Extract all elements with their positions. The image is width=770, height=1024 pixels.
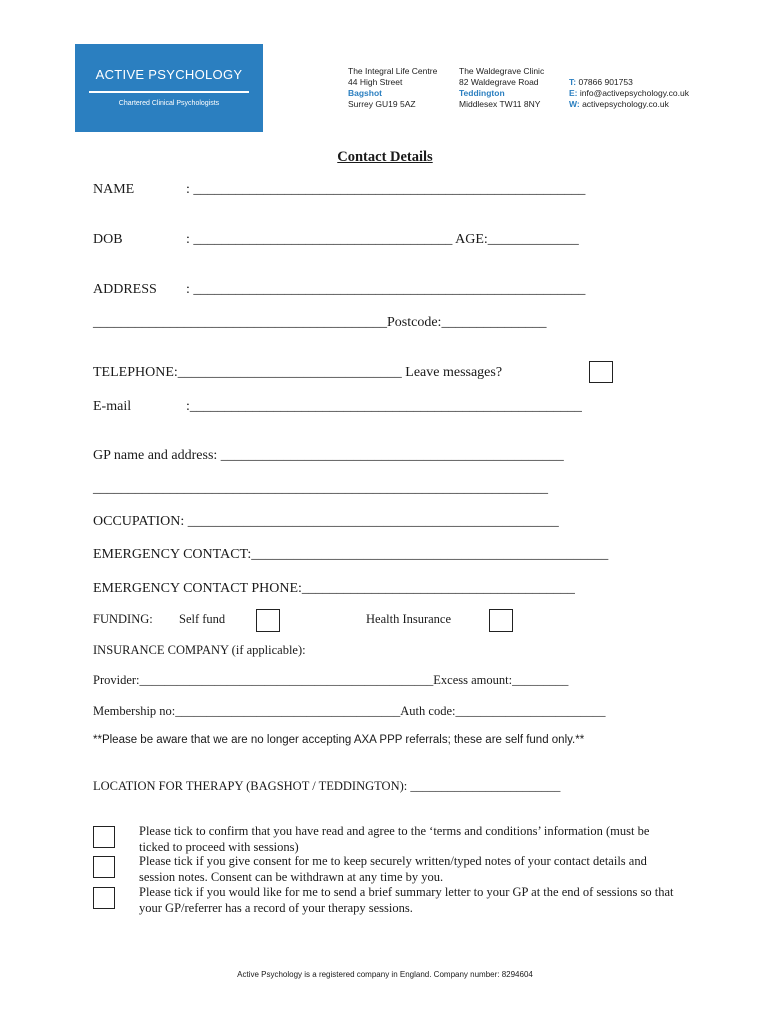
address-postcode-field[interactable]: __________________________________________Postcode:_______________ xyxy=(93,315,547,330)
location-field[interactable]: LOCATION FOR THERAPY (BAGSHOT / TEDDINGTON): ________________________ xyxy=(93,779,561,793)
form-title: Contact Details xyxy=(337,149,433,165)
address-line: The Integral Life Centre xyxy=(348,66,438,76)
address-line: 82 Waldegrave Road xyxy=(459,77,539,87)
email-label: E: xyxy=(569,88,578,98)
logo-subtitle: Chartered Clinical Psychologists xyxy=(118,100,220,107)
terms-consent-checkbox[interactable] xyxy=(93,826,115,848)
address-label: ADDRESS xyxy=(93,282,157,297)
notes-consent-text: Please tick if you give consent for me to keep securely written/typed notes of your contact details and session notes. Consent can be withdrawn at any time by you. xyxy=(139,854,647,884)
provider-excess-field[interactable]: Provider:_______________________________________________Excess amount:_________ xyxy=(93,673,569,687)
health-insurance-label: Health Insurance xyxy=(366,612,452,626)
address-town: Bagshot xyxy=(348,88,382,98)
insurance-company-label: INSURANCE COMPANY (if applicable): xyxy=(93,643,306,657)
phone-value: 07866 901753 xyxy=(578,77,633,87)
dob-age-field[interactable]: : _____________________________________ AGE:_____________ xyxy=(186,232,579,247)
telephone-field[interactable]: TELEPHONE:________________________________ Leave messages? xyxy=(93,365,503,380)
self-fund-label: Self fund xyxy=(179,612,226,626)
phone-label: T: xyxy=(569,77,577,87)
company-logo xyxy=(75,44,263,132)
contact-email xyxy=(569,88,689,99)
leave-messages-checkbox[interactable] xyxy=(589,361,613,383)
health-insurance-checkbox[interactable] xyxy=(489,609,513,632)
gp-letter-consent-text: Please tick if you would like for me to send a brief summary letter to your GP at the end of sessions so that your GP/referrer has a record of your therapy sessions. xyxy=(139,885,674,915)
logo-title: ACTIVE PSYCHOLOGY xyxy=(95,67,243,82)
emergency-contact-field[interactable]: EMERGENCY CONTACT:___________________________________________________ xyxy=(93,547,609,562)
web-label: W: xyxy=(569,99,580,109)
email-link[interactable]: info@activepsychology.co.uk xyxy=(579,88,689,98)
web-link[interactable]: activepsychology.co.uk xyxy=(582,99,669,109)
gp-field[interactable]: GP name and address: _________________________________________________ xyxy=(93,448,564,463)
emergency-phone-field[interactable]: EMERGENCY CONTACT PHONE:_______________________________________ xyxy=(93,581,575,596)
terms-consent-text: Please tick to confirm that you have read and agree to the ‘terms and conditions’ information (must be ticked to proceed with sessions) xyxy=(139,824,650,854)
address-field[interactable]: : ________________________________________________________ xyxy=(186,282,586,297)
gp-letter-consent-checkbox[interactable] xyxy=(93,887,115,909)
occupation-field[interactable]: OCCUPATION: _____________________________________________________ xyxy=(93,514,559,529)
self-fund-checkbox[interactable] xyxy=(256,609,280,632)
address-bagshot xyxy=(348,66,437,110)
name-field[interactable]: : ________________________________________________________ xyxy=(186,182,586,197)
footer-company-info: Active Psychology is a registered company in England. Company number: 8294604 xyxy=(237,970,533,979)
address-town: Teddington xyxy=(459,88,505,98)
contact-info xyxy=(569,77,689,110)
contact-web xyxy=(569,99,689,110)
gp-field-line2[interactable]: _________________________________________________________________ xyxy=(93,481,548,496)
name-label: NAME xyxy=(93,182,135,197)
contact-phone xyxy=(569,77,689,88)
address-teddington xyxy=(459,66,544,110)
address-line: Surrey GU19 5AZ xyxy=(348,99,416,109)
membership-auth-field[interactable]: Membership no:____________________________________Auth code:________________________ xyxy=(93,704,606,718)
address-line: Middlesex TW11 8NY xyxy=(459,99,541,109)
email-field[interactable]: :________________________________________________________ xyxy=(186,399,582,414)
address-line: 44 High Street xyxy=(348,77,403,87)
axa-notice: **Please be aware that we are no longer accepting AXA PPP referrals; these are self fund only.** xyxy=(93,734,585,746)
address-line: The Waldegrave Clinic xyxy=(459,66,545,76)
dob-label: DOB xyxy=(93,232,123,247)
logo-divider xyxy=(89,91,249,93)
funding-label: FUNDING: xyxy=(93,612,153,626)
email-label: E-mail xyxy=(93,399,132,414)
notes-consent-checkbox[interactable] xyxy=(93,856,115,878)
